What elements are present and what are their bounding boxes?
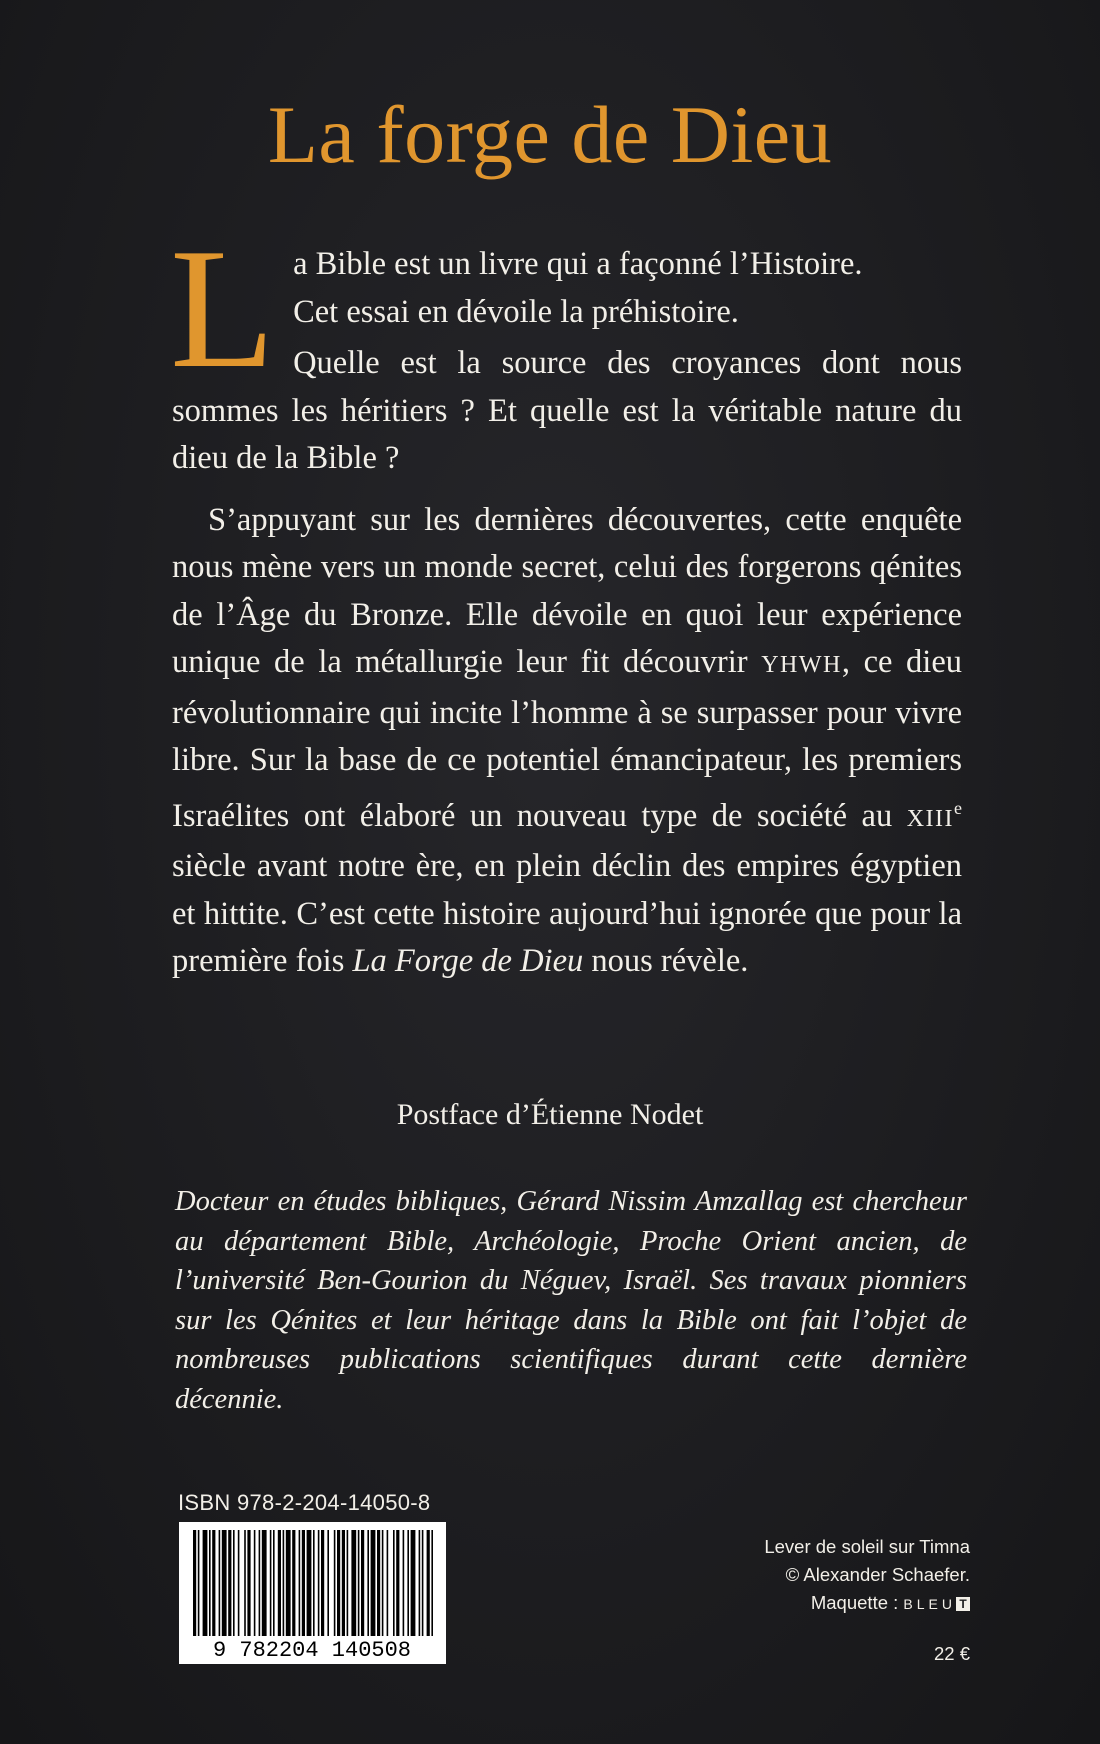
barcode-bar: [203, 1530, 208, 1636]
barcode-bar: [292, 1530, 295, 1636]
barcode-bar: [351, 1530, 356, 1636]
postface-credit: Postface d’Étienne Nodet: [396, 1098, 704, 1131]
author-bio: Docteur en études bibliques, Gérard Nissim Amzallag est chercheur au département Bible, Archéologie, Proche Orient ancien, de l’université Ben-Gourion du Néguev, Israël. Ses travaux pionniers sur les Qénites et leur héritage dans la Bible ont fait l’objet de nombreuses publications scientifiques durant cette dernière décennie.: [175, 1186, 967, 1415]
barcode-bars: [179, 1522, 446, 1664]
barcode-bar: [321, 1530, 324, 1636]
yhwh-smallcaps: YHWH: [761, 652, 842, 678]
barcode-bar: [427, 1530, 430, 1636]
para2-text-3: siècle avant notre ère, en plein déclin des empires égyptien et hittite. C’est cette histoire aujourd’hui ignorée que pour la première fois: [172, 848, 962, 979]
barcode-bar: [393, 1530, 395, 1636]
barcode-bar: [254, 1530, 256, 1636]
blurb-paragraph-1: Quelle est la source des croyances dont nous sommes les héritiers ? Et quelle est la véritable nature du dieu de la Bible ?: [172, 345, 962, 476]
barcode-bar: [396, 1530, 399, 1636]
barcode-bar: [367, 1530, 369, 1636]
barcode-bar: [193, 1530, 196, 1636]
barcode-bar: [262, 1530, 267, 1636]
barcode-bar: [286, 1530, 291, 1636]
credit-photo-title: Lever de soleil sur Timna: [764, 1536, 970, 1557]
barcode-bar: [313, 1530, 315, 1636]
barcode: [179, 1522, 446, 1664]
barcode-bar: [342, 1530, 345, 1636]
barcode-bar: [407, 1530, 409, 1636]
barcode-bar: [247, 1530, 250, 1636]
barcode-digits: 9 782204 140508: [212, 1638, 412, 1663]
barcode-bar: [278, 1530, 281, 1636]
price: 22 €: [933, 1643, 970, 1664]
barcode-bar: [228, 1530, 231, 1636]
para2-text-4: nous révèle.: [583, 943, 749, 979]
barcode-bar: [334, 1530, 336, 1636]
barcode-bar: [422, 1530, 424, 1636]
barcode-bar: [371, 1530, 376, 1636]
barcode-bar: [299, 1530, 301, 1636]
century-numeral: XIII: [906, 805, 954, 832]
barcode-bar: [358, 1530, 360, 1636]
para2-text-2: , ce dieu révolutionnaire qui incite l’homme à se surpasser pour vivre libre. Sur la base de ce potentiel émancipateur, les premiers Israélites ont élaboré un nouveau type de société au: [172, 644, 962, 834]
blurb: [170, 214, 962, 986]
barcode-bar: [431, 1530, 433, 1636]
barcode-bar: [222, 1530, 227, 1636]
barcode-bar: [273, 1530, 275, 1636]
book-title: La forge de Dieu: [267, 89, 833, 180]
barcode-bar: [411, 1530, 416, 1636]
blurb-paragraph-2: [172, 497, 962, 986]
barcode-bar: [382, 1530, 384, 1636]
barcode-bar: [327, 1530, 329, 1636]
barcode-bar: [219, 1530, 221, 1636]
barcode-bar: [270, 1530, 272, 1636]
barcode-bar: [307, 1530, 312, 1636]
barcode-bar: [198, 1530, 200, 1636]
bleu-logo-text: BLEU: [903, 1596, 956, 1612]
barcode-bar: [209, 1530, 211, 1636]
barcode-bar: [212, 1530, 215, 1636]
drop-cap: L: [170, 214, 276, 404]
barcode-bar: [347, 1530, 349, 1636]
credit-photographer: © Alexander Schaefer.: [785, 1564, 970, 1585]
barcode-bar: [233, 1530, 235, 1636]
barcode-bar: [419, 1530, 421, 1636]
barcode-bar: [259, 1530, 261, 1636]
intro-line-2: Cet essai en dévoile la préhistoire.: [293, 293, 739, 330]
barcode-bar: [403, 1530, 405, 1636]
barcode-bar: [283, 1530, 285, 1636]
intro-line-1: a Bible est un livre qui a façonné l’Histoire.: [293, 246, 863, 282]
photo-credits: [764, 1533, 970, 1618]
book-title-italic: La Forge de Dieu: [352, 943, 584, 979]
barcode-bar: [377, 1530, 380, 1636]
barcode-bar: [318, 1530, 320, 1636]
credit-layout: [764, 1589, 970, 1618]
maquette-label: Maquette :: [810, 1592, 899, 1613]
barcode-bar: [337, 1530, 340, 1636]
barcode-bar: [238, 1530, 240, 1636]
para2-text-1: S’appuyant sur les dernières découvertes, cette enquête nous mène vers un monde secret, celui des forgerons qénites de l’Âge du Bronze. Elle dévoile en quoi leur expérience unique de la métallurgie leur fit découvrir: [172, 501, 962, 680]
barcode-bar: [302, 1530, 305, 1636]
century-superscript: e: [954, 797, 962, 818]
bleu-logo-mark: T: [956, 1597, 970, 1611]
barcode-bar: [244, 1530, 246, 1636]
barcode-bar: [387, 1530, 389, 1636]
barcode-bar: [361, 1530, 364, 1636]
isbn-label: ISBN 978-2-204-14050-8: [178, 1490, 431, 1515]
